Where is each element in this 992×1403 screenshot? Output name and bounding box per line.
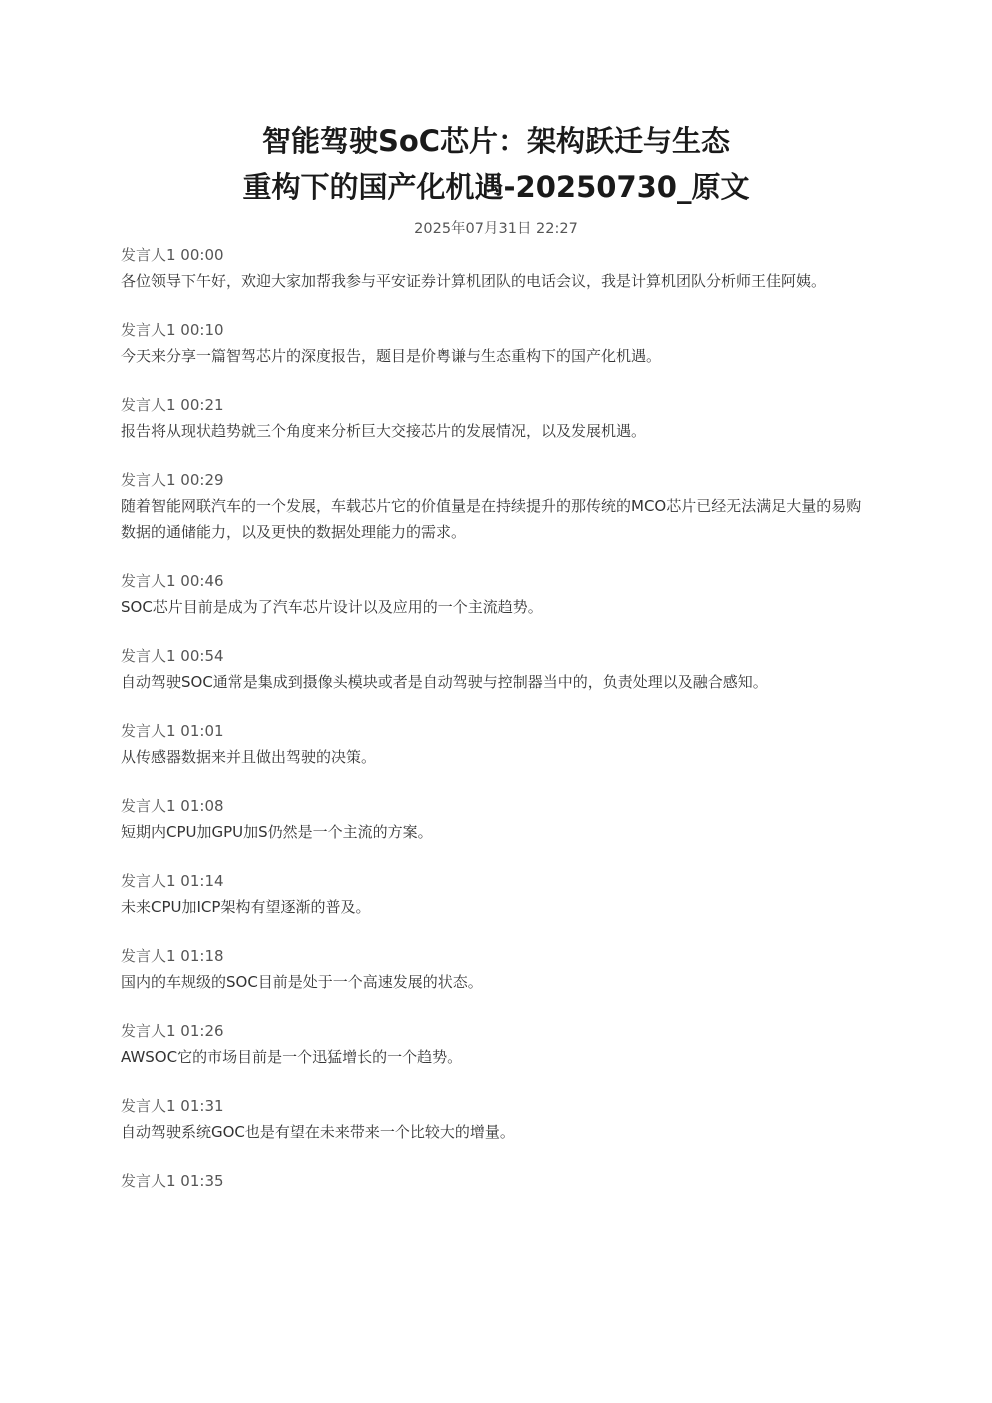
speaker-timestamp: 发言人1 01:31 — [121, 1097, 224, 1115]
transcript-text: 从传感器数据来并且做出驾驶的决策。 — [121, 748, 377, 766]
transcript-entry — [121, 395, 873, 444]
transcript-entry — [121, 871, 873, 920]
title-line-1: 智能驾驶SoC芯片：架构跃迁与生态 — [261, 124, 731, 158]
transcript-text: 未来CPU加ICP架构有望逐渐的普及。 — [121, 898, 371, 916]
transcript-text: 国内的车规级的SOC目前是处于一个高速发展的状态。 — [121, 973, 483, 991]
transcript-entry — [121, 1171, 873, 1191]
speaker-timestamp: 发言人1 00:00 — [121, 246, 224, 264]
transcript-text: 今天来分享一篇智驾芯片的深度报告，题目是价粤谦与生态重构下的国产化机遇。 — [121, 347, 662, 365]
transcript-entry — [121, 470, 873, 545]
transcript-entry — [121, 1096, 873, 1145]
transcript-text: 各位领导下午好，欢迎大家加帮我参与平安证券计算机团队的电话会议，我是计算机团队分析师王佳阿姨。 — [121, 272, 827, 290]
speaker-timestamp: 发言人1 01:18 — [121, 947, 224, 965]
transcript-entry — [121, 1021, 873, 1070]
title-line-2: 重构下的国产化机遇-20250730_原文 — [242, 170, 750, 204]
transcript-text: 自动驾驶SOC通常是集成到摄像头模块或者是自动驾驶与控制器当中的，负责处理以及融合感知。 — [121, 673, 768, 691]
document-title — [120, 118, 872, 210]
speaker-timestamp: 发言人1 01:01 — [121, 722, 224, 740]
speaker-timestamp: 发言人1 01:26 — [121, 1022, 224, 1040]
transcript-entry — [121, 796, 873, 845]
speaker-timestamp: 发言人1 01:14 — [121, 872, 224, 890]
speaker-timestamp: 发言人1 00:10 — [121, 321, 224, 339]
transcript-entry — [121, 946, 873, 995]
speaker-timestamp: 发言人1 01:08 — [121, 797, 224, 815]
document-date: 2025年07月31日 22:27 — [414, 221, 578, 237]
transcript-text: 报告将从现状趋势就三个角度来分析巨大交接芯片的发展情况，以及发展机遇。 — [121, 422, 647, 440]
transcript-text: SOC芯片目前是成为了汽车芯片设计以及应用的一个主流趋势。 — [121, 598, 543, 616]
transcript-text: AWSOC它的市场目前是一个迅猛增长的一个趋势。 — [121, 1048, 463, 1066]
transcript-entry — [121, 571, 873, 620]
transcript-entry — [121, 646, 873, 695]
transcript-list — [121, 245, 873, 1214]
speaker-timestamp: 发言人1 00:21 — [121, 396, 224, 414]
transcript-text: 短期内CPU加GPU加S仍然是一个主流的方案。 — [121, 823, 433, 841]
transcript-text: 随着智能网联汽车的一个发展，车载芯片它的价值量是在持续提升的那传统的MCO芯片已经无法满足大量的易购数据的通储能力，以及更快的数据处理能力的需求。 — [121, 497, 862, 541]
speaker-timestamp: 发言人1 00:54 — [121, 647, 224, 665]
transcript-entry — [121, 721, 873, 770]
transcript-entry — [121, 320, 873, 369]
speaker-timestamp: 发言人1 00:29 — [121, 471, 224, 489]
transcript-text: 自动驾驶系统GOC也是有望在未来带来一个比较大的增量。 — [121, 1123, 515, 1141]
speaker-timestamp: 发言人1 01:35 — [121, 1172, 224, 1190]
transcript-entry — [121, 245, 873, 294]
speaker-timestamp: 发言人1 00:46 — [121, 572, 224, 590]
